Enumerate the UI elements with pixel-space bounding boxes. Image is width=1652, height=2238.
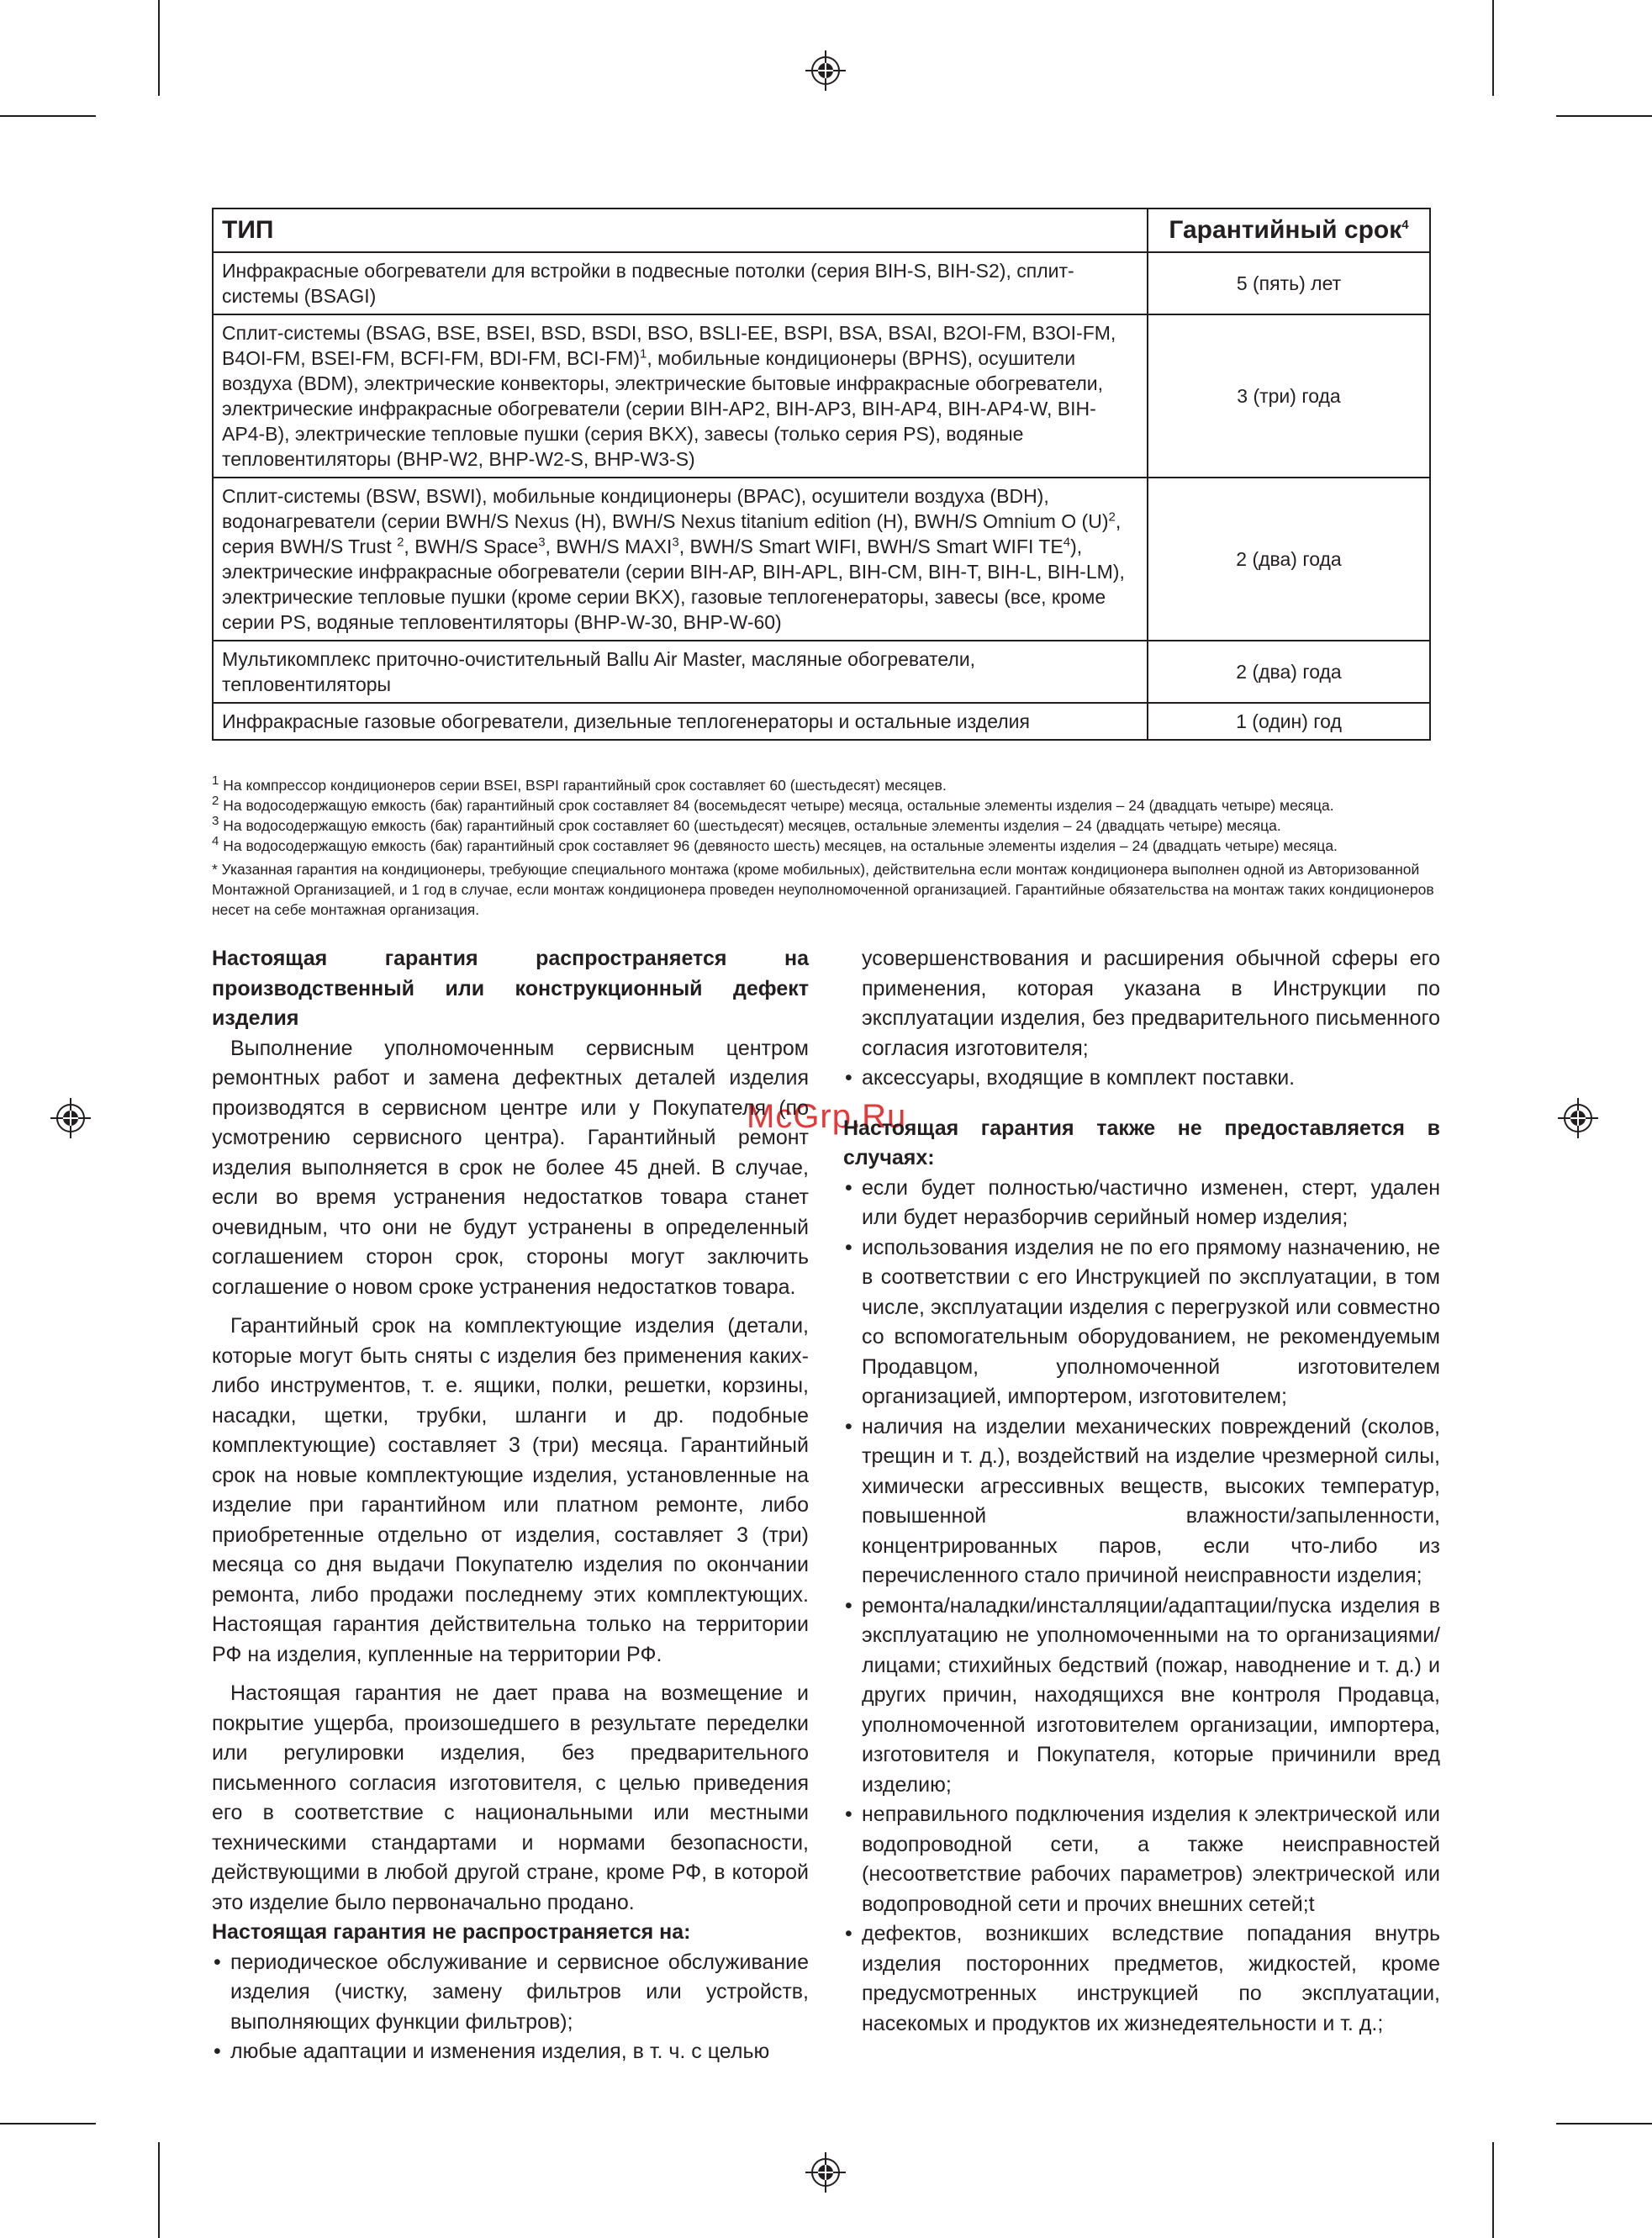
right-column: [843, 944, 1440, 2039]
crop-mark-tr-v: [1492, 0, 1494, 96]
footnote-text: На водосодержащую емкость (бак) гарантийный срок составляет 96 (девяносто шесть) месяцев, на остальные элементы изделия – 24 (двадцать четыре) месяца.: [219, 837, 1338, 854]
registration-mark-left-icon: [50, 1098, 91, 1138]
row-text: , мобильные кондиционеры (BPHS), осушители воздуха (BDM), электрические конвекторы, электрические бытовые инфракрасные обогреватели, электрические инфракрасные обогреватели (серии BIH-AP2, BIH-AP3, BIH-AP4, BIH-AP4-W, BIH-AP4-B), электрические тепловые пушки (серия BKX), завесы (только серия PS), водяные тепловентиляторы (BHP-W2, BHP-W2-S, BHP-W3-S): [222, 347, 1104, 470]
crop-mark-bl-v: [158, 2142, 160, 2238]
row-text: Сплит-системы (BSAG, BSE, BSEI, BSD, BSDI, BSO, BSLI-EE, BSPI, BSA, BSAI, B2OI-FM, B3OI-FM, B4OI-FM, BSEI-FM, BCFI-FM, BDI-FM, BCI-FM): [222, 322, 1116, 369]
header-period-label: Гарантийный срок: [1169, 216, 1402, 244]
table-cell-type: [213, 252, 1148, 314]
crop-mark-tr-h: [1556, 115, 1652, 117]
table-cell-type: [213, 478, 1148, 641]
footnote: [212, 836, 1448, 856]
list-item: • ремонта/наладки/инсталляции/адаптации/пуска изделия в эксплуатацию не уполномоченными на то организациями/лицами; стихийных бедствий (пожар, наводнение и т. д.) и других причин, находящихся вне контроля Продавца, уполномоченной изготовителем организации, импортера, изготовителя и Покупателя, которые причинили вред изделию;: [843, 1591, 1440, 1801]
row-text: , BWH/S Space: [404, 536, 539, 557]
list-item: • любые адаптации и изменения изделия, в т. ч. с целью: [212, 2037, 809, 2067]
paragraph-continued: усовершенствования и расширения обычной сферы его применения, которая указана в Инструкции по эксплуатации изделия, без предварительного письменного согласия изготовителя;: [862, 947, 1440, 1060]
registration-mark-top-icon: [805, 50, 846, 91]
registration-mark-bottom-icon: [805, 2152, 846, 2193]
table-cell-type: [213, 703, 1148, 740]
footnote-asterisk: [212, 859, 1448, 920]
list-item: • неправильного подключения изделия к электрической или водопроводной сети, а также неисправностей (несоответствие рабочих параметров) электрической или водопроводной сети и прочих внешних сетей;t: [843, 1800, 1440, 1919]
row-text: , серия BWH/S Trust: [222, 510, 1122, 557]
footnote-text: На водосодержащую емкость (бак) гарантийный срок составляет 60 (шестьдесят) месяцев, остальные элементы изделия – 24 (двадцать четыре) месяца.: [219, 817, 1281, 834]
crop-mark-br-v: [1492, 2142, 1494, 2238]
crop-mark-bl-h: [0, 2123, 96, 2125]
row-text: ), электрические инфракрасные обогреватели (серии BIH-AP, BIH-APL, BIH-CM, BIH-T, BIH-L, BIH-LM), электрические тепловые пушки (кроме серии BKX), газовые теплогенераторы, завесы (все, кроме серии PS, водяные тепловентиляторы (BHP-W-30, BHP-W-60): [222, 536, 1125, 633]
row-text: Инфракрасные обогреватели для встройки в подвесные потолки (серия BIH-S, BIH-S2), сплит-системы (BSAGI): [222, 260, 1074, 307]
list-item: • аксессуары, входящие в комплект поставки.: [843, 1064, 1440, 1094]
exclusions-list-cont: [843, 1064, 1440, 1094]
row-text: Инфракрасные газовые обогреватели, дизельные теплогенераторы и остальные изделия: [222, 710, 1030, 732]
header-period-sup: 4: [1401, 218, 1409, 232]
table-cell-period: 2 (два) года: [1148, 641, 1430, 703]
list-item: • периодическое обслуживание и сервисное обслуживание изделия (чистку, замену фильтров или устройств, выполняющих функции фильтров);: [212, 1948, 809, 2038]
list-item: • дефектов, возникших вследствие попадания внутрь изделия посторонних предметов, жидкостей, кроме предусмотренных инструкцией по эксплуатации, насекомых и продуктов их жизнедеятельности и т. д.;: [843, 1919, 1440, 2039]
row-text: Сплит-системы (BSW, BSWI), мобильные кондиционеры (BPAC), осушители воздуха (BDH), водонагреватели (серии BWH/S Nexus (H), BWH/S Nexus titanium edition (H), BWH/S Omnium O (U): [222, 485, 1109, 532]
table-row: [213, 641, 1430, 703]
header-period: [1148, 208, 1430, 252]
footnote-mark: 4: [212, 834, 219, 849]
list-item: • использования изделия не по его прямому назначению, не в соответствии с его Инструкцией по эксплуатации, в том числе, эксплуатации изделия с перегрузкой или совместно со вспомогательным оборудованием, не рекомендуемым Продавцом, уполномоченной изготовителем организацией, импортером, изготовителем;: [843, 1233, 1440, 1412]
footnote-text: На водосодержащую емкость (бак) гарантийный срок составляет 84 (восемьдесят четыре) месяца, остальные элементы изделия – 24 (двадцать четыре) месяца.: [219, 797, 1334, 814]
watermark: McGrp.Ru: [747, 1098, 907, 1135]
table-row: [213, 252, 1430, 314]
footnote-text: На компрессор кондиционеров серии BSEI, BSPI гарантийный срок составляет 60 (шестьдесят) месяцев.: [219, 777, 947, 794]
row-text: , BWH/S MAXI: [545, 536, 673, 557]
paragraph: Настоящая гарантия не дает права на возмещение и покрытие ущерба, произошедшего в результате переделки или регулировки изделия, без предварительного письменного согласия изготовителя, с целью приведения его в соответствие с национальными или местными техническими стандартами и нормами безопасности, действующими в любой другой стране, кроме РФ, в которой это изделие было первоначально продано.: [212, 1681, 809, 1914]
footnote-ref: 3: [672, 535, 679, 550]
footnote-ref: 2: [1108, 509, 1116, 525]
table-row: [213, 478, 1430, 641]
paragraph: Выполнение уполномоченным сервисным центром ремонтных работ и замена дефектных деталей изделия производятся в сервисном центре или у Покупателя (по усмотрению сервисного центра). Гарантийный ремонт изделия выполняется в срок не более 45 дней. В случае, если во время устранения недостатков товара станет очевидным, что они не будут устранены в определенный соглашением сторон срок, стороны могут заключить соглашение о новом сроке устранения недостатков товара.: [212, 1036, 809, 1299]
footnote-ref: 4: [1063, 535, 1071, 550]
table-cell-period: 5 (пять) лет: [1148, 252, 1430, 314]
table-cell-period: 1 (один) год: [1148, 703, 1430, 740]
footnote: [212, 775, 1448, 795]
crop-mark-tl-h: [0, 115, 96, 117]
footnote-ref: 2: [397, 535, 404, 550]
registration-mark-right-icon: [1558, 1098, 1598, 1138]
table-cell-period: 2 (два) года: [1148, 478, 1430, 641]
row-text: Мультикомплекс приточно-очистительный Ballu Air Master, масляные обогреватели, тепловентиляторы: [222, 648, 976, 695]
footnote-mark: 2: [212, 794, 219, 809]
table-header-row: [213, 208, 1430, 252]
section-heading: Настоящая гарантия распространяется на производственный или конструкционный дефект изделия: [212, 947, 809, 1030]
footnote-ref: 1: [640, 346, 647, 362]
footnote-text: * Указанная гарантия на кондиционеры, требующие специального монтажа (кроме мобильных), действительна если монтаж кондиционера выполнен одной из Авторизованной Монтажной Организацией, и 1 год в случае, если монтаж кондиционера проведен неуполномоченной организацией. Гарантийные обязательства на монтаж таких кондиционеров несет на себе монтажная организация.: [212, 861, 1434, 918]
footnote-ref: 3: [538, 535, 546, 550]
footnote: [212, 795, 1448, 815]
crop-mark-tl-v: [158, 0, 160, 96]
cases-list: [843, 1174, 1440, 2040]
table-cell-type: [213, 641, 1148, 703]
footnote-mark: 1: [212, 773, 219, 789]
warranty-table: [212, 208, 1431, 741]
footnote: [212, 815, 1448, 836]
header-type: ТИП: [213, 208, 1148, 252]
table-cell-type: [213, 314, 1148, 478]
section-heading: Настоящая гарантия также не предоставляется в случаях:: [843, 1116, 1440, 1169]
list-item: • если будет полностью/частично изменен, стерт, удален или будет неразборчив серийный номер изделия;: [843, 1174, 1440, 1233]
table-cell-period: 3 (три) года: [1148, 314, 1430, 478]
paragraph: Гарантийный срок на комплектующие изделия (детали, которые могут быть сняты с изделия без применения каких-либо инструментов, т. е. ящики, полки, решетки, корзины, насадки, щетки, трубки, шланги и др. подобные комплектующие) составляет 3 (три) месяца. Гарантийный срок на новые комплектующие изделия, установленные на изделие при гарантийном или платном ремонте, либо приобретенные отдельно от изделия, составляет 3 (три) месяца со дня выдачи Покупателю изделия по окончании ремонта, либо продажи последнему этих комплектующих. Настоящая гарантия действительна только на территории РФ на изделия, купленные на территории РФ.: [212, 1314, 809, 1666]
row-text: , BWH/S Smart WIFI, BWH/S Smart WIFI TE: [678, 536, 1064, 557]
table-row: [213, 314, 1430, 478]
left-column: [212, 944, 809, 2067]
crop-mark-br-h: [1556, 2123, 1652, 2125]
table-row: [213, 703, 1430, 740]
section-heading: Настоящая гарантия не распространяется на:: [212, 1920, 691, 1944]
list-item: • наличия на изделии механических повреждений (сколов, трещин и т. д.), воздействий на изделие чрезмерной силы, химически агрессивных веществ, высоких температур, повышенной влажности/запыленности, концентрированных паров, если что-либо из перечисленного стало причиной неисправности изделия;: [843, 1412, 1440, 1591]
exclusions-list: [212, 1948, 809, 2067]
footnotes: [212, 775, 1448, 920]
footnote-mark: 3: [212, 814, 219, 829]
